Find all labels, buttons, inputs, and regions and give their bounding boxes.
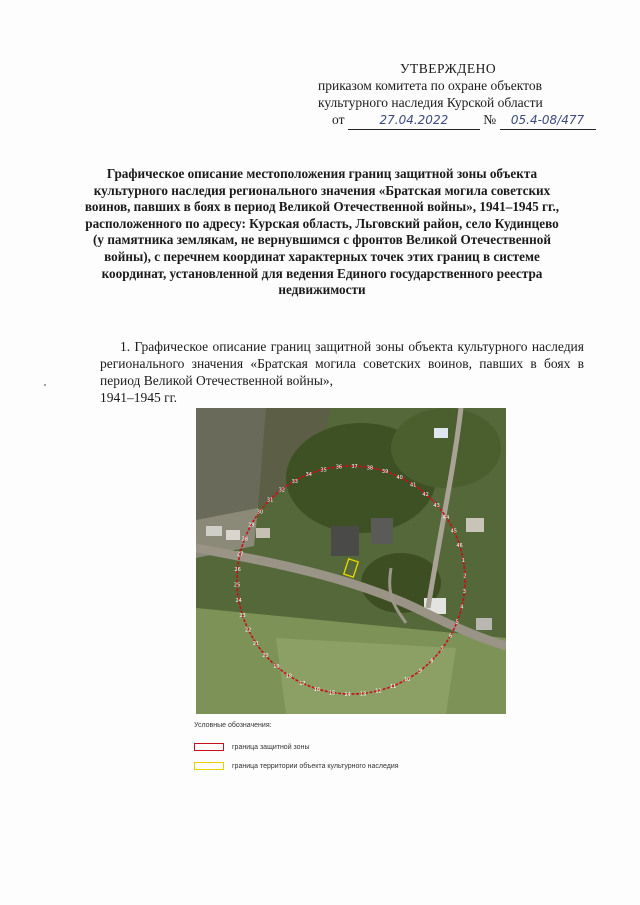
boundary-point-label: 6 <box>449 633 453 640</box>
boundary-point-label: 41 <box>410 482 417 489</box>
boundary-point-label: 10 <box>404 677 411 684</box>
boundary-point-label: 42 <box>422 491 429 498</box>
boundary-point-label: 34 <box>305 472 312 479</box>
boundary-point-label: 43 <box>433 502 440 509</box>
approval-stamp <box>318 60 618 130</box>
margin-dot <box>44 384 46 386</box>
paragraph-years: 1941–1945 гг. <box>100 390 178 405</box>
boundary-point-label: 28 <box>241 536 248 543</box>
boundary-point-label: 36 <box>335 464 343 471</box>
approval-line-1: приказом комитета по охране объектов <box>318 78 542 93</box>
boundary-point-label: 46 <box>456 543 463 550</box>
boundary-point-label: 4 <box>460 604 464 611</box>
boundary-point-label: 39 <box>381 469 389 476</box>
boundary-point-label: 33 <box>291 478 298 485</box>
boundary-point-label: 22 <box>245 627 252 634</box>
boundary-point-label: 18 <box>285 673 292 680</box>
field-plot <box>196 408 266 520</box>
boundary-point-label: 23 <box>239 612 246 619</box>
boundary-point-label: 16 <box>313 686 321 693</box>
boundary-point-label: 29 <box>248 522 255 529</box>
building <box>206 526 222 536</box>
legend-swatch-yellow <box>194 762 224 770</box>
boundary-point-label: 25 <box>233 582 241 589</box>
boundary-point-label: 17 <box>299 681 306 688</box>
boundary-point-label: 44 <box>442 515 450 522</box>
boundary-point-label: 27 <box>236 551 244 558</box>
boundary-point-label: 24 <box>235 597 242 604</box>
building <box>256 528 270 538</box>
boundary-point-label: 15 <box>328 690 336 697</box>
building <box>226 530 240 540</box>
boundary-point-label: 45 <box>450 528 457 535</box>
approval-date-line <box>332 111 618 130</box>
boundary-point-label: 30 <box>256 509 264 516</box>
building <box>371 518 393 544</box>
paragraph-text: 1. Графическое описание границ защитной зоны объекта культурного наследия регионального значения «Братская могила советских воинов, павших в боях в период Великой Отечественной войны», <box>100 339 584 388</box>
from-label: от <box>332 112 345 127</box>
boundary-point-label: 35 <box>320 467 327 474</box>
boundary-point-label: 38 <box>366 465 374 472</box>
satellite-map <box>196 408 506 714</box>
boundary-point-label: 32 <box>278 487 285 494</box>
section-paragraph <box>100 338 584 406</box>
tree-cluster <box>391 408 501 488</box>
legend-title: Условные обозначения: <box>194 722 272 729</box>
legend-item-object-territory <box>194 762 494 770</box>
boundary-point-label: 37 <box>351 464 358 471</box>
boundary-point-label: 12 <box>375 688 382 695</box>
boundary-point-label: 3 <box>462 589 466 596</box>
document-title: Графическое описание местоположения границ защитной зоны объекта культурного наследия регионального значения «Братская могила советских воинов, павших в боях в период Великой Отечественной войны», 1941–1945 гг., расположенного по адресу: Курская область, Льговский район, село Кудинцево (у памятника землякам, не вернувшимся с фронтов Великой Отечественной войны), с перечнем координат характерных точек этих границ в системе координат, установленной для ведения Единого государственного реестра недвижимости <box>84 166 560 298</box>
boundary-point-label: 13 <box>359 691 367 698</box>
boundary-point-label: 1 <box>461 558 465 565</box>
approval-date: 27.04.2022 <box>348 112 480 130</box>
meadow <box>276 638 456 714</box>
legend-item-protective-zone <box>194 743 494 751</box>
legend-swatch-red <box>194 743 224 751</box>
building <box>466 518 484 532</box>
boundary-point-label: 21 <box>252 640 260 647</box>
boundary-point-label: 11 <box>390 683 397 690</box>
boundary-point-label: 19 <box>273 664 280 671</box>
building <box>434 428 448 438</box>
approval-title: УТВЕРЖДЕНО <box>400 61 497 76</box>
boundary-point-label: 7 <box>440 646 444 653</box>
boundary-point-label: 9 <box>418 668 422 675</box>
building <box>476 618 492 630</box>
map-legend <box>194 722 494 781</box>
boundary-point-label: 20 <box>262 653 269 660</box>
approval-number: 05.4-08/477 <box>500 112 596 130</box>
boundary-point-label: 40 <box>396 474 403 481</box>
boundary-point-label: 14 <box>344 691 351 698</box>
number-label: № <box>483 112 497 127</box>
legend-label: граница защитной зоны <box>232 743 310 751</box>
approval-line-2: культурного наследия Курской области <box>318 95 543 110</box>
legend-label: граница территории объекта культурного наследия <box>232 762 399 770</box>
building <box>331 526 359 556</box>
boundary-point-label: 31 <box>266 497 274 504</box>
boundary-point-label: 2 <box>463 573 467 580</box>
boundary-point-label: 26 <box>234 566 241 573</box>
boundary-point-label: 8 <box>430 658 434 665</box>
boundary-point-label: 5 <box>455 619 459 626</box>
